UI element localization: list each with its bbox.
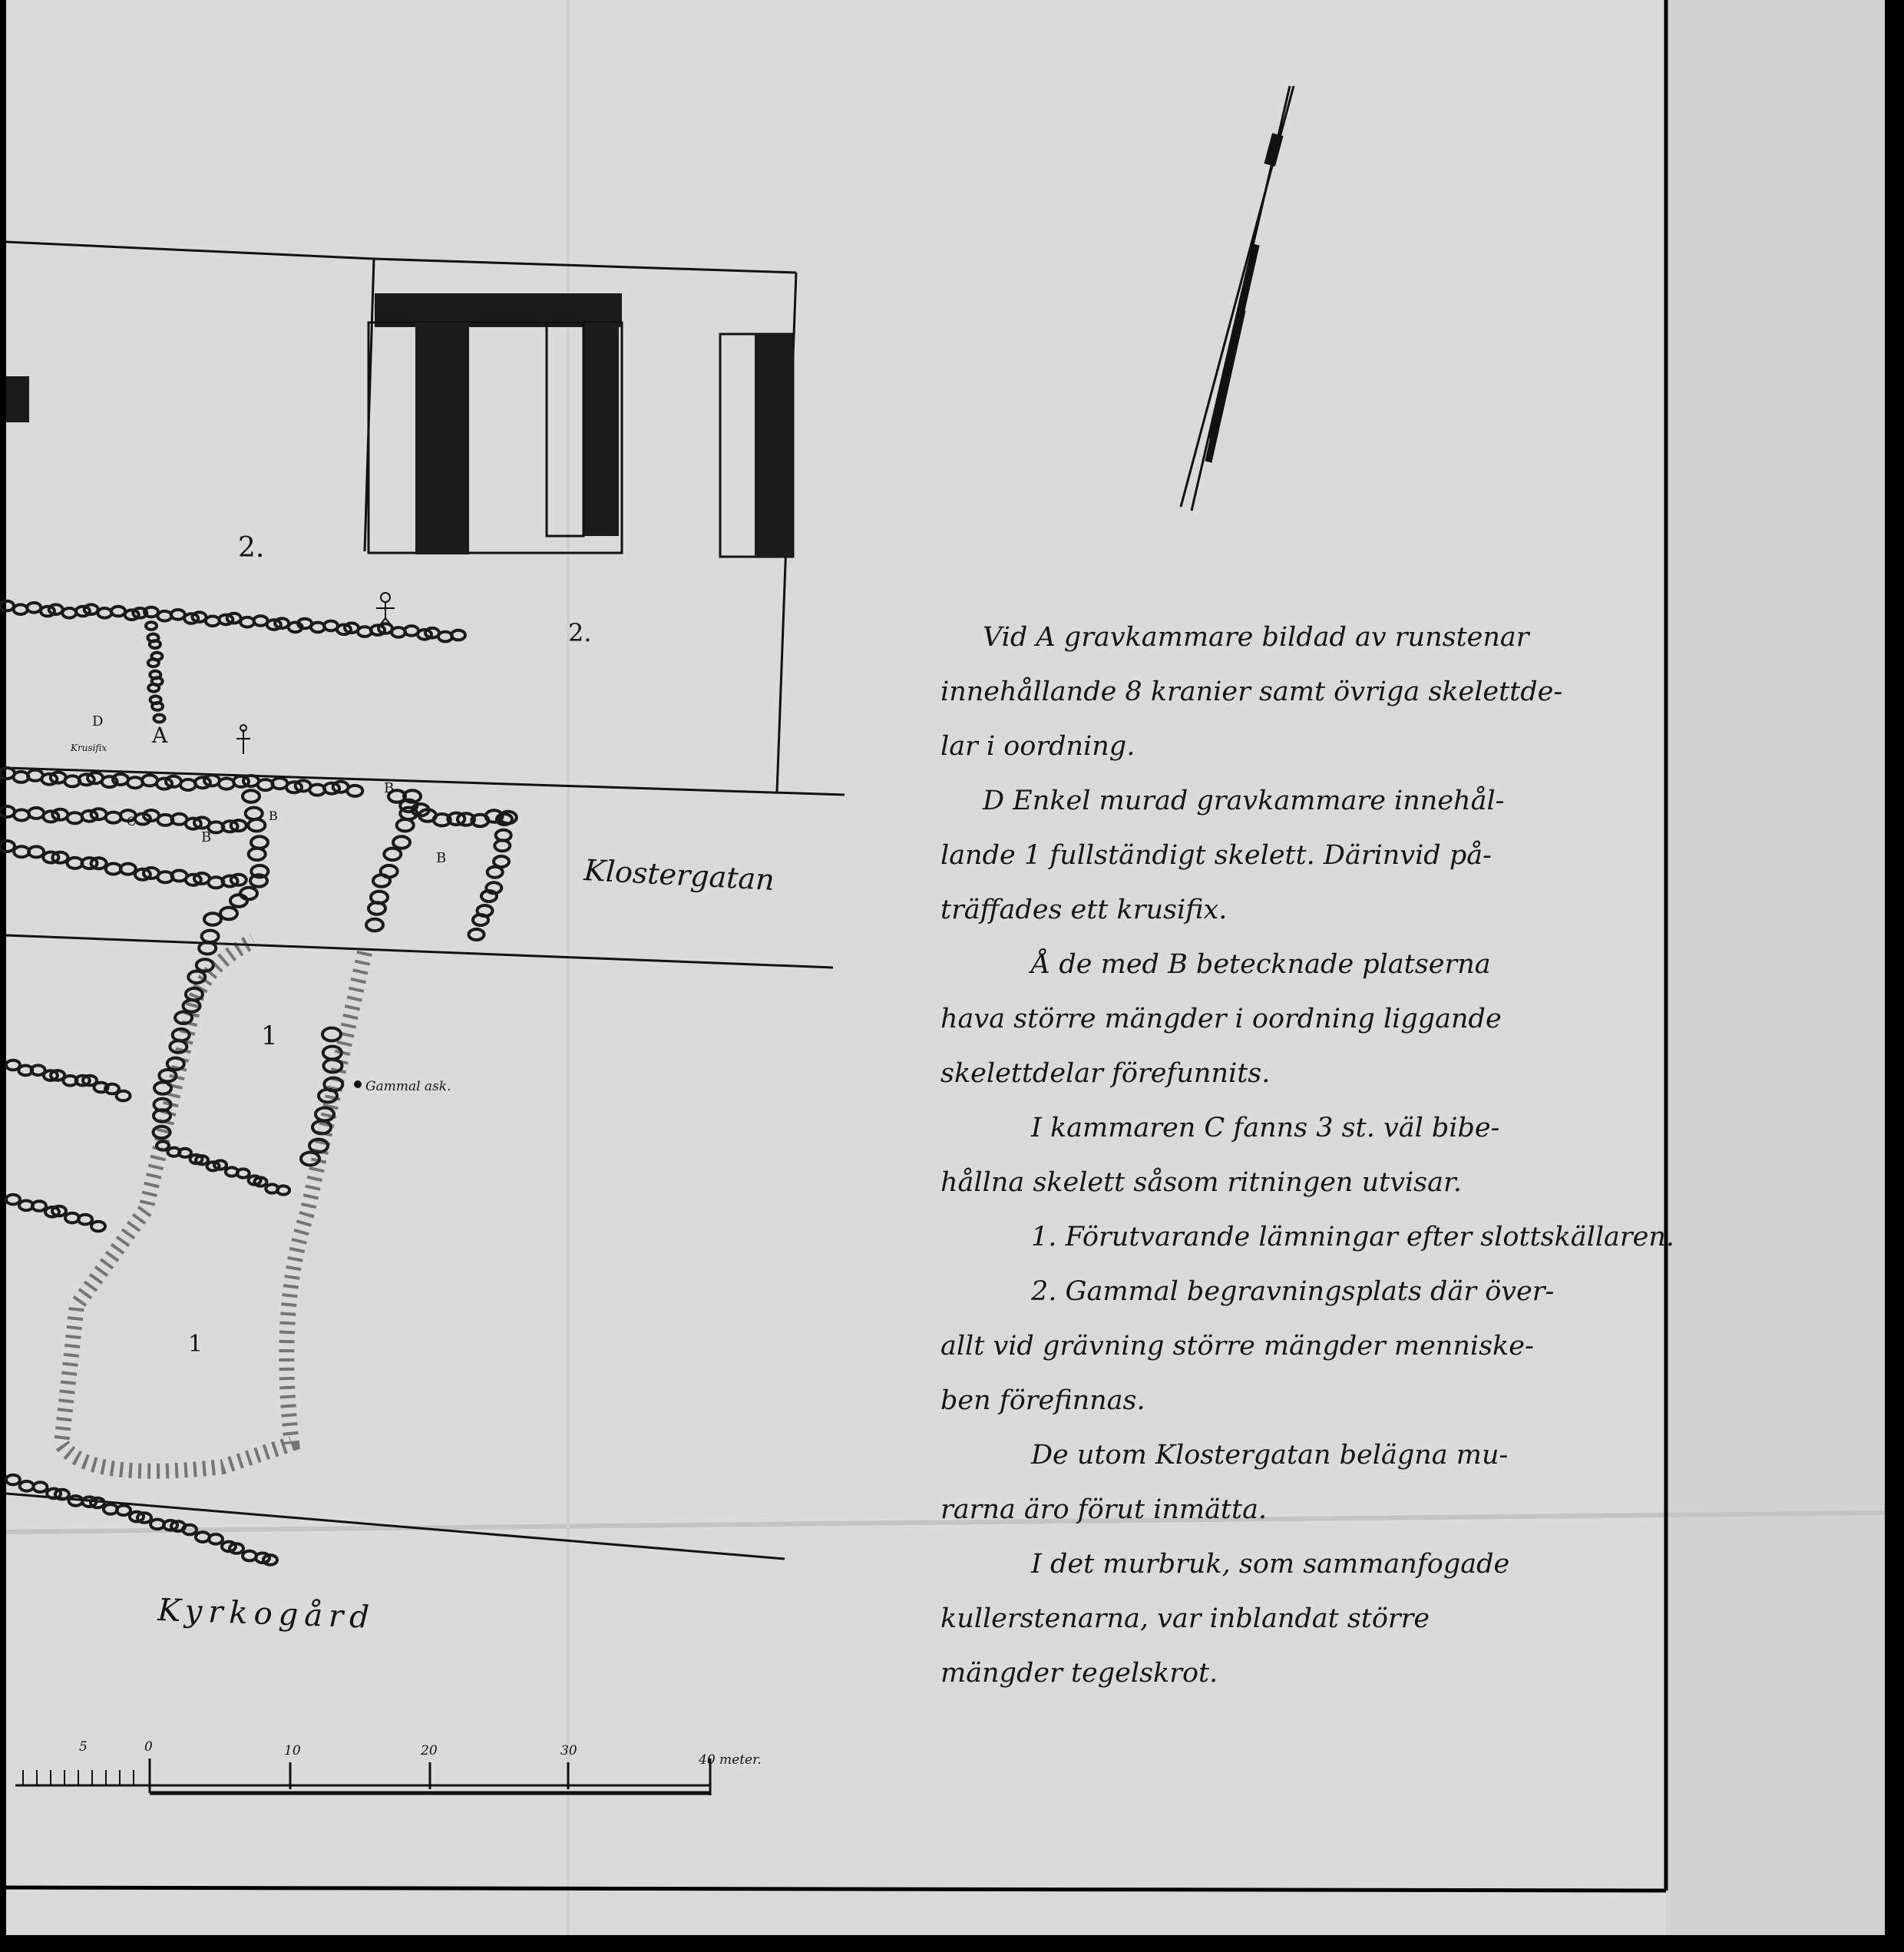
area-label-two-right: 2.	[568, 618, 592, 647]
area-label-one-upper: 1	[261, 1021, 278, 1051]
legend-line: lande 1 fullständigt skelett. Därinvid på-	[940, 840, 1492, 871]
legend-line: rarna äro förut inmätta.	[940, 1494, 1268, 1525]
scale-tick-10: 10	[284, 1743, 301, 1758]
label-gammal-ask: Gammal ask.	[365, 1079, 451, 1094]
marker-c: C	[127, 814, 137, 829]
legend-line: lar i oordning.	[940, 731, 1135, 762]
marker-b-4: B	[269, 809, 278, 823]
legend-line: D Enkel murad gravkammare innehål-	[983, 786, 1505, 816]
scale-tick-30: 30	[560, 1743, 577, 1758]
street-label-klostergatan: Klostergatan	[583, 853, 775, 897]
legend-line: hava större mängder i oordning liggande	[940, 1004, 1502, 1034]
legend-line: ben förefinnas.	[940, 1385, 1145, 1416]
area-label-two-left: 2.	[238, 532, 265, 564]
area-label-kyrkogard: Kyrkogård	[157, 1593, 376, 1636]
legend-line: allt vid grävning större mängder menniske-	[940, 1331, 1534, 1361]
marker-a: A	[152, 723, 168, 748]
legend-line: kullerstenarna, var inblandat större	[940, 1603, 1430, 1634]
legend-line: 2. Gammal begravningsplats där över-	[1031, 1276, 1555, 1307]
tree-icon	[354, 1080, 362, 1088]
scale-tick-0: 0	[144, 1739, 153, 1755]
marker-b-1: B	[384, 780, 395, 796]
legend-line: Vid A gravkammare bildad av runstenar	[983, 622, 1529, 653]
marker-b-2: B	[436, 850, 447, 866]
label-krusifix: Krusifix	[71, 743, 107, 753]
legend-line: 1. Förutvarande lämningar efter slottskällaren.	[1031, 1222, 1675, 1252]
scale-tick-20: 20	[421, 1743, 438, 1758]
legend-line: I det murbruk, som sammanfogade	[1031, 1549, 1510, 1580]
scale-tick-5: 5	[79, 1739, 88, 1755]
legend-line: De utom Klostergatan belägna mu-	[1031, 1440, 1509, 1471]
legend-line: träffades ett krusifix.	[940, 895, 1228, 925]
legend-line: I kammaren C fanns 3 st. väl bibe-	[1031, 1113, 1500, 1143]
legend-line: hållna skelett såsom ritningen utvisar.	[940, 1167, 1463, 1198]
marker-d: D	[92, 713, 104, 730]
marker-b-3: B	[201, 829, 212, 845]
legend-line: Å de med B betecknade platserna	[1031, 949, 1491, 980]
legend-line: mängder tegelskrot.	[940, 1658, 1218, 1689]
legend-line: skelettdelar förefunnits.	[940, 1058, 1271, 1089]
legend-text-block	[940, 610, 1675, 1701]
legend-line: innehållande 8 kranier samt övriga skelettde-	[940, 677, 1563, 707]
scale-tick-40-meter: 40 meter.	[699, 1752, 762, 1768]
area-label-one-lower: 1	[188, 1331, 203, 1358]
